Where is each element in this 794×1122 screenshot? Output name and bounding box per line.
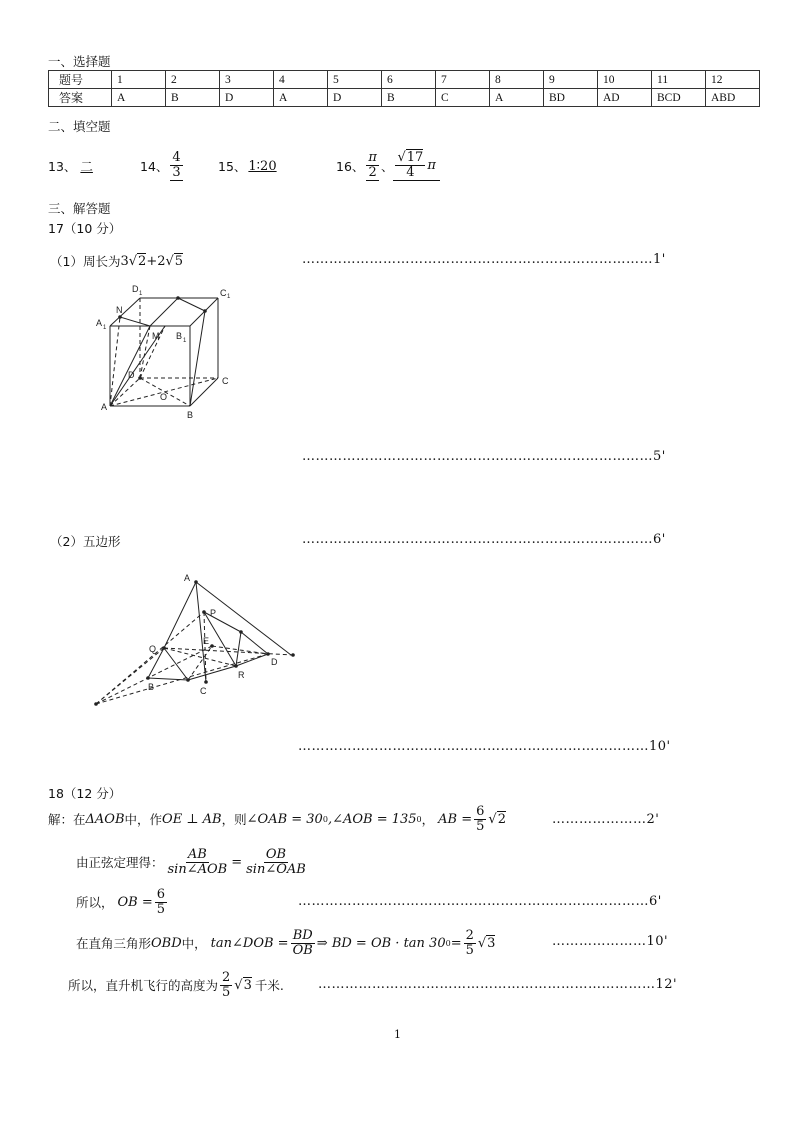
table-cell: 9 xyxy=(544,71,598,89)
table-cell: B xyxy=(166,89,220,107)
label-A: A xyxy=(184,573,191,583)
equals: = xyxy=(450,935,462,951)
section-1-title: 一、选择题 xyxy=(48,54,111,69)
numerator: 2 xyxy=(465,927,474,943)
label-D1: D xyxy=(132,284,139,294)
score-dots: …………………………………………………………………12' xyxy=(318,977,678,992)
numerator: AB xyxy=(187,846,207,862)
score-dots: ……………………………………………………………………10' xyxy=(298,739,671,754)
table-row xyxy=(49,71,760,89)
numerator: 6 xyxy=(476,803,485,819)
equals: = xyxy=(231,854,243,870)
fill-q13 xyxy=(48,148,93,184)
text: 在直角三角形 xyxy=(76,936,152,951)
label-M: M xyxy=(152,331,160,341)
answer-16-b: $\frac{√17}{4}$ π xyxy=(393,151,439,180)
denominator: sin∠AOB xyxy=(167,861,228,877)
label-D: D xyxy=(271,657,278,667)
answer-table xyxy=(48,70,760,107)
score: 5' xyxy=(653,449,666,464)
score: 6' xyxy=(653,532,666,547)
superscript: 0 xyxy=(416,814,422,824)
radicand: 2 xyxy=(138,254,147,269)
numerator: 4 xyxy=(172,150,181,166)
label-P: P xyxy=(210,608,217,618)
table-cell: 3 xyxy=(220,71,274,89)
score-dots: ……………………………………………………………………5' xyxy=(302,449,666,464)
table-row xyxy=(49,89,760,107)
text: 中，作 xyxy=(124,812,163,827)
table-cell: 11 xyxy=(652,71,706,89)
label-B: B xyxy=(148,682,155,692)
denominator: 3 xyxy=(172,165,181,180)
score-dots: …………………10' xyxy=(552,934,669,949)
table-cell: 5 xyxy=(328,71,382,89)
numerator: BD xyxy=(292,927,313,943)
radicand: 17 xyxy=(406,150,424,166)
p18-line3 xyxy=(76,884,169,920)
table-cell: 8 xyxy=(490,71,544,89)
label-E: E xyxy=(203,636,210,646)
label-B: B xyxy=(187,410,194,420)
coef: 3 xyxy=(120,253,129,269)
table-cell: C xyxy=(436,89,490,107)
score-dots: ……………………………………………………………………6' xyxy=(302,532,666,547)
label-B1: B xyxy=(176,331,183,341)
p17-part1: （1）周长为 3 √ 2 +2 √ 5 xyxy=(50,253,184,269)
svg-text:1: 1 xyxy=(103,325,107,331)
radicand: 3 xyxy=(487,936,496,951)
table-cell: D xyxy=(328,89,382,107)
label-N: N xyxy=(116,305,123,315)
numerator: π xyxy=(368,150,377,166)
radicand: 2 xyxy=(497,812,506,827)
superscript: 0 xyxy=(445,938,451,948)
text: ，则 xyxy=(221,812,247,827)
label-D: D xyxy=(128,370,135,380)
denominator: 4 xyxy=(406,165,415,180)
table-cell: ABD xyxy=(706,89,760,107)
text: 所以，直升机飞行的高度为 xyxy=(68,978,219,993)
p18-line5: 所以，直升机飞行的高度为 $\frac{2}{5}$ √ 3 千米. xyxy=(68,969,284,1000)
label-A: A xyxy=(101,402,108,412)
radicand: 5 xyxy=(174,254,184,269)
table-cell: A xyxy=(112,89,166,107)
score: 12' xyxy=(655,977,678,992)
math: OB = xyxy=(117,894,153,910)
numerator: 6 xyxy=(156,886,166,902)
answer-header: 答案 xyxy=(49,89,112,107)
denominator: 5 xyxy=(222,984,231,1000)
radicand: 3 xyxy=(243,978,252,993)
table-cell: 12 xyxy=(706,71,760,89)
table-cell: 4 xyxy=(274,71,328,89)
score: 6' xyxy=(649,894,662,909)
pyramid-figure xyxy=(86,570,306,710)
question-number: 13、 xyxy=(48,159,77,174)
answer-13: 二 xyxy=(80,159,93,174)
math: AB = xyxy=(438,811,473,827)
denominator: sin∠OAB xyxy=(246,861,306,877)
answer-15: 1∶20 xyxy=(248,158,277,174)
score-dots: ……………………………………………………………………1' xyxy=(302,252,666,267)
denominator: 5 xyxy=(156,901,166,917)
cube-figure xyxy=(90,276,250,426)
math: ΔAOB xyxy=(85,811,125,827)
label-C1: C xyxy=(220,288,227,298)
denominator: OB xyxy=(292,942,313,958)
score: 10' xyxy=(646,934,669,949)
p18-line1: 解：在 ΔAOB 中，作 OE ⊥ AB ，则 ∠OAB = 30 0 ,∠AOB = 135 0 ， AB = $\frac{6}{5}$ √ 2 xyxy=(48,803,506,834)
table-cell: 10 xyxy=(598,71,652,89)
text: 所以， xyxy=(76,895,114,910)
score: 1' xyxy=(653,252,666,267)
text: 由正弦定理得： xyxy=(76,855,164,870)
pi-symbol: π xyxy=(427,158,436,173)
table-cell: A xyxy=(274,89,328,107)
table-cell: B xyxy=(382,89,436,107)
score-dots: ……………………………………………………………………6' xyxy=(298,894,662,909)
label-Q: Q xyxy=(149,644,157,654)
math: ,∠AOB = 135 xyxy=(327,811,417,827)
label-C: C xyxy=(222,376,229,386)
text: 中， xyxy=(181,936,207,951)
fill-q16 xyxy=(336,142,440,190)
label-A1: A xyxy=(96,318,103,328)
section-2-title: 二、填空题 xyxy=(48,119,111,134)
fill-q15 xyxy=(218,148,277,184)
text: 解：在 xyxy=(48,812,86,827)
problem-18-title: 18（12 分） xyxy=(48,786,122,801)
label-R: R xyxy=(238,670,245,680)
table-cell: A xyxy=(490,89,544,107)
superscript: 0 xyxy=(322,814,328,824)
table-cell: 6 xyxy=(382,71,436,89)
text: 千米. xyxy=(254,978,284,993)
svg-text:1: 1 xyxy=(227,294,231,300)
question-number: 16、 xyxy=(336,159,365,174)
label-O: O xyxy=(160,392,168,402)
page-number: 1 xyxy=(394,1028,401,1041)
numerator: 2 xyxy=(222,969,231,985)
problem-17-title: 17（10 分） xyxy=(48,221,122,236)
answer-16-a xyxy=(366,151,379,180)
svg-text:1: 1 xyxy=(183,338,187,344)
p17-part2-label: （2）五边形 xyxy=(50,534,121,549)
question-number: 15、 xyxy=(218,159,247,174)
table-cell: D xyxy=(220,89,274,107)
p18-line2 xyxy=(76,842,310,882)
question-number: 14、 xyxy=(140,159,169,174)
score: 10' xyxy=(649,739,671,754)
math: OE ⊥ AB xyxy=(162,811,222,827)
table-cell: 2 xyxy=(166,71,220,89)
table-cell: AD xyxy=(598,89,652,107)
answer-14 xyxy=(170,151,182,180)
svg-text:1: 1 xyxy=(139,291,143,297)
part-label: （1）周长为 xyxy=(50,254,121,269)
score: 2' xyxy=(646,812,660,827)
row-header: 题号 xyxy=(49,71,112,89)
math: tan∠DOB = xyxy=(210,935,289,951)
numerator: OB xyxy=(265,846,287,862)
score-dots: …………………2' xyxy=(552,812,660,827)
denominator: 2 xyxy=(368,165,377,180)
table-cell: 7 xyxy=(436,71,490,89)
plus-term: +2 xyxy=(146,253,166,269)
denominator: 5 xyxy=(465,942,474,958)
table-cell: BCD xyxy=(652,89,706,107)
section-3-title: 三、解答题 xyxy=(48,201,111,216)
label-C: C xyxy=(200,686,207,696)
fill-q14 xyxy=(140,144,185,188)
math: ⇒ BD = OB · tan 30 xyxy=(316,935,446,951)
separator: 、 xyxy=(380,159,394,174)
math: ∠OAB = 30 xyxy=(246,811,323,827)
math: OBD xyxy=(151,935,182,951)
denominator: 5 xyxy=(476,818,485,834)
text: ， xyxy=(421,812,435,827)
table-cell: BD xyxy=(544,89,598,107)
p18-line4: 在直角三角形 OBD 中， tan∠DOB = $\frac{BD}{OB}$ ⇒ BD = OB · tan 30 0 = $\frac{2}{5}$ √ 3 xyxy=(76,927,496,958)
table-cell: 1 xyxy=(112,71,166,89)
